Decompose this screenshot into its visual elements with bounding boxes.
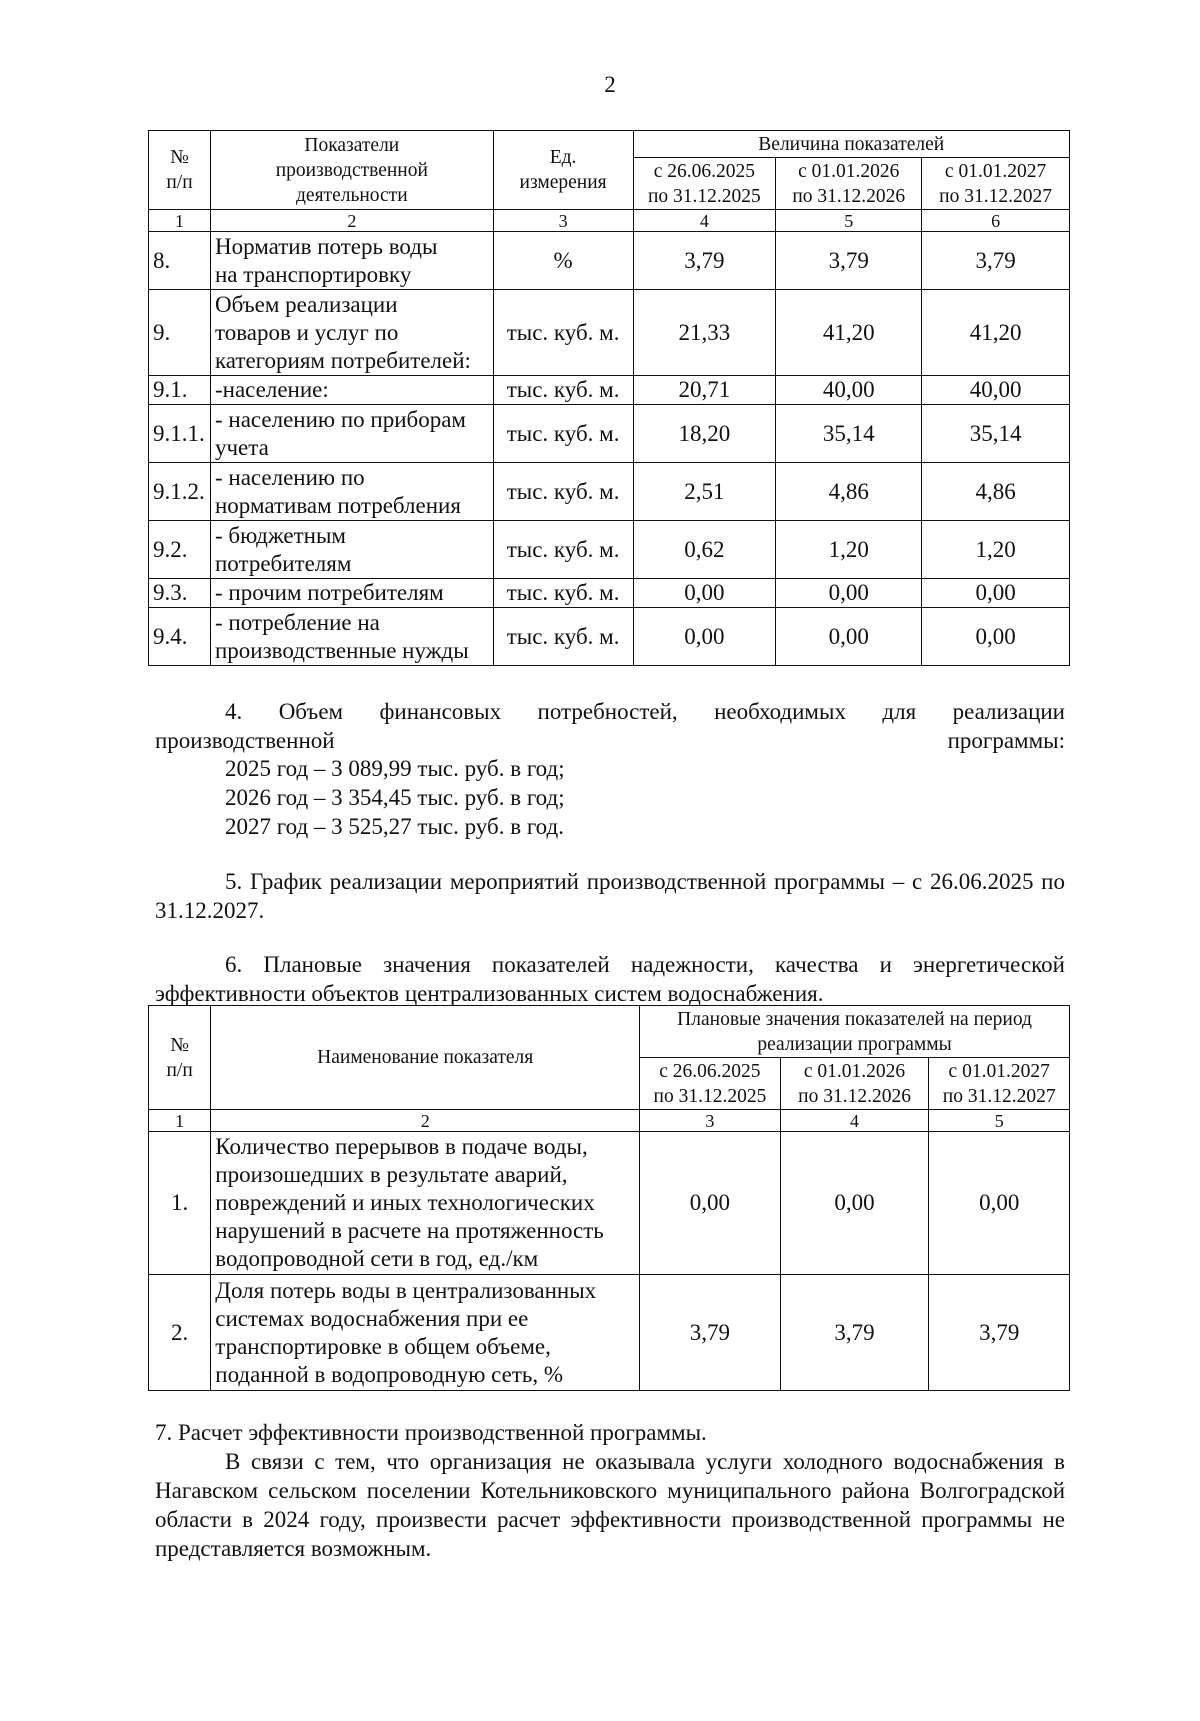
row-unit: тыс. куб. м. <box>493 405 633 463</box>
col-number: 1 <box>149 1110 211 1132</box>
row-value: 35,14 <box>922 405 1070 463</box>
col-header-num: № п/п <box>149 1006 211 1110</box>
row-value: 0,00 <box>922 579 1070 608</box>
table-row <box>149 579 1070 608</box>
col-number: 3 <box>640 1110 781 1132</box>
row-value: 1,20 <box>776 521 922 579</box>
row-name: - прочим потребителям <box>210 579 493 608</box>
col-header-period-2: с 01.01.2026 по 31.12.2026 <box>780 1058 929 1110</box>
row-value: 18,20 <box>633 405 776 463</box>
row-unit: % <box>493 232 633 290</box>
reliability-indicators-table <box>148 1005 1070 1391</box>
row-value: 0,00 <box>633 608 776 666</box>
col-header-name: Наименование показателя <box>211 1006 640 1110</box>
row-value: 3,79 <box>922 232 1070 290</box>
section-4-text: 4. Объем финансовых потребностей, необходимых для реализации производственной программы: <box>155 699 1065 753</box>
col-number: 2 <box>210 210 493 232</box>
row-value: 41,20 <box>922 290 1070 376</box>
row-unit: тыс. куб. м. <box>493 463 633 521</box>
col-header-indicator: Показатели производственной деятельности <box>210 131 493 210</box>
table-row <box>149 608 1070 666</box>
table-row <box>149 521 1070 579</box>
col-number: 4 <box>633 210 776 232</box>
col-header-period-1: с 26.06.2025 по 31.12.2025 <box>633 158 776 210</box>
row-value: 3,79 <box>780 1275 929 1391</box>
row-value: 35,14 <box>776 405 922 463</box>
table-row <box>149 232 1070 290</box>
row-value: 0,00 <box>640 1132 781 1275</box>
row-value: 0,00 <box>922 608 1070 666</box>
section-7-title: 7. Расчет эффективности производственной программы. <box>155 1420 707 1445</box>
page-number: 2 <box>604 72 616 97</box>
row-name: - потребление на производственные нужды <box>210 608 493 666</box>
row-unit: тыс. куб. м. <box>493 579 633 608</box>
row-value: 1,20 <box>922 521 1070 579</box>
col-number: 4 <box>780 1110 929 1132</box>
row-value: 0,00 <box>780 1132 929 1275</box>
col-number: 3 <box>493 210 633 232</box>
row-num: 9.1. <box>149 376 211 405</box>
row-num: 9.1.2. <box>149 463 211 521</box>
col-number: 2 <box>211 1110 640 1132</box>
section-6-text: 6. Плановые значения показателей надежности, качества и энергетической эффективности объектов централизованных систем водоснабжения. <box>155 952 1065 1006</box>
row-value: 20,71 <box>633 376 776 405</box>
col-number: 6 <box>922 210 1070 232</box>
row-name: Норматив потерь воды на транспортировку <box>210 232 493 290</box>
table-row <box>149 463 1070 521</box>
row-unit: тыс. куб. м. <box>493 521 633 579</box>
row-value: 2,51 <box>633 463 776 521</box>
column-numbers-row <box>149 1110 1070 1132</box>
row-num: 9.4. <box>149 608 211 666</box>
row-name: - населению по нормативам потребления <box>210 463 493 521</box>
row-value: 0,00 <box>929 1132 1070 1275</box>
row-unit: тыс. куб. м. <box>493 290 633 376</box>
col-header-period-1: с 26.06.2025 по 31.12.2025 <box>640 1058 781 1110</box>
table-row <box>149 1132 1070 1275</box>
col-header-period-3: с 01.01.2027 по 31.12.2027 <box>922 158 1070 210</box>
col-header-unit: Ед. измерения <box>493 131 633 210</box>
row-name: Объем реализации товаров и услуг по категориям потребителей: <box>210 290 493 376</box>
production-indicators-table <box>148 130 1070 666</box>
col-number: 5 <box>776 210 922 232</box>
col-header-num: № п/п <box>149 131 211 210</box>
row-name: Доля потерь воды в централизованных системах водоснабжения при ее транспортировке в общем объеме, поданной в водопроводную сеть, % <box>211 1275 640 1391</box>
col-number: 5 <box>929 1110 1070 1132</box>
row-unit: тыс. куб. м. <box>493 608 633 666</box>
row-num: 9.3. <box>149 579 211 608</box>
row-num: 9. <box>149 290 211 376</box>
col-number: 1 <box>149 210 211 232</box>
row-value: 21,33 <box>633 290 776 376</box>
col-header-group: Плановые значения показателей на период реализации программы <box>640 1006 1070 1058</box>
row-value: 40,00 <box>922 376 1070 405</box>
row-value: 40,00 <box>776 376 922 405</box>
budget-line-2026: 2026 год – 3 354,45 тыс. руб. в год; <box>225 785 565 810</box>
row-value: 0,62 <box>633 521 776 579</box>
row-num: 2. <box>149 1275 211 1391</box>
row-name: Количество перерывов в подаче воды, произошедших в результате аварий, повреждений и иных технологических нарушений в расчете на протяженность водопроводной сети в год, ед./км <box>211 1132 640 1275</box>
budget-line-2027: 2027 год – 3 525,27 тыс. руб. в год. <box>225 814 564 839</box>
col-header-period-3: с 01.01.2027 по 31.12.2027 <box>929 1058 1070 1110</box>
table-row <box>149 290 1070 376</box>
row-num: 9.1.1. <box>149 405 211 463</box>
column-numbers-row <box>149 210 1070 232</box>
row-value: 0,00 <box>776 579 922 608</box>
row-num: 8. <box>149 232 211 290</box>
row-value: 0,00 <box>633 579 776 608</box>
section-7-text: В связи с тем, что организация не оказывала услуги холодного водоснабжения в Нагавском сельском поселении Котельниковского муниципального района Волгоградской области в 2024 году, произвести расчет эффективности производственной программы не представляется возможным. <box>155 1449 1065 1561</box>
table-row <box>149 1275 1070 1391</box>
row-value: 4,86 <box>922 463 1070 521</box>
row-value: 41,20 <box>776 290 922 376</box>
row-num: 9.2. <box>149 521 211 579</box>
row-name: -население: <box>210 376 493 405</box>
row-value: 3,79 <box>633 232 776 290</box>
table-row <box>149 376 1070 405</box>
row-value: 3,79 <box>640 1275 781 1391</box>
table-row <box>149 405 1070 463</box>
row-value: 0,00 <box>776 608 922 666</box>
row-value: 4,86 <box>776 463 922 521</box>
row-num: 1. <box>149 1132 211 1275</box>
section-5-text: 5. График реализации мероприятий производственной программы – с 26.06.2025 по 31.12.2027. <box>155 869 1065 923</box>
row-value: 3,79 <box>929 1275 1070 1391</box>
row-name: - населению по приборам учета <box>210 405 493 463</box>
budget-line-2025: 2025 год – 3 089,99 тыс. руб. в год; <box>225 756 565 781</box>
row-value: 3,79 <box>776 232 922 290</box>
row-name: - бюджетным потребителям <box>210 521 493 579</box>
col-header-group: Величина показателей <box>633 131 1070 158</box>
row-unit: тыс. куб. м. <box>493 376 633 405</box>
col-header-period-2: с 01.01.2026 по 31.12.2026 <box>776 158 922 210</box>
